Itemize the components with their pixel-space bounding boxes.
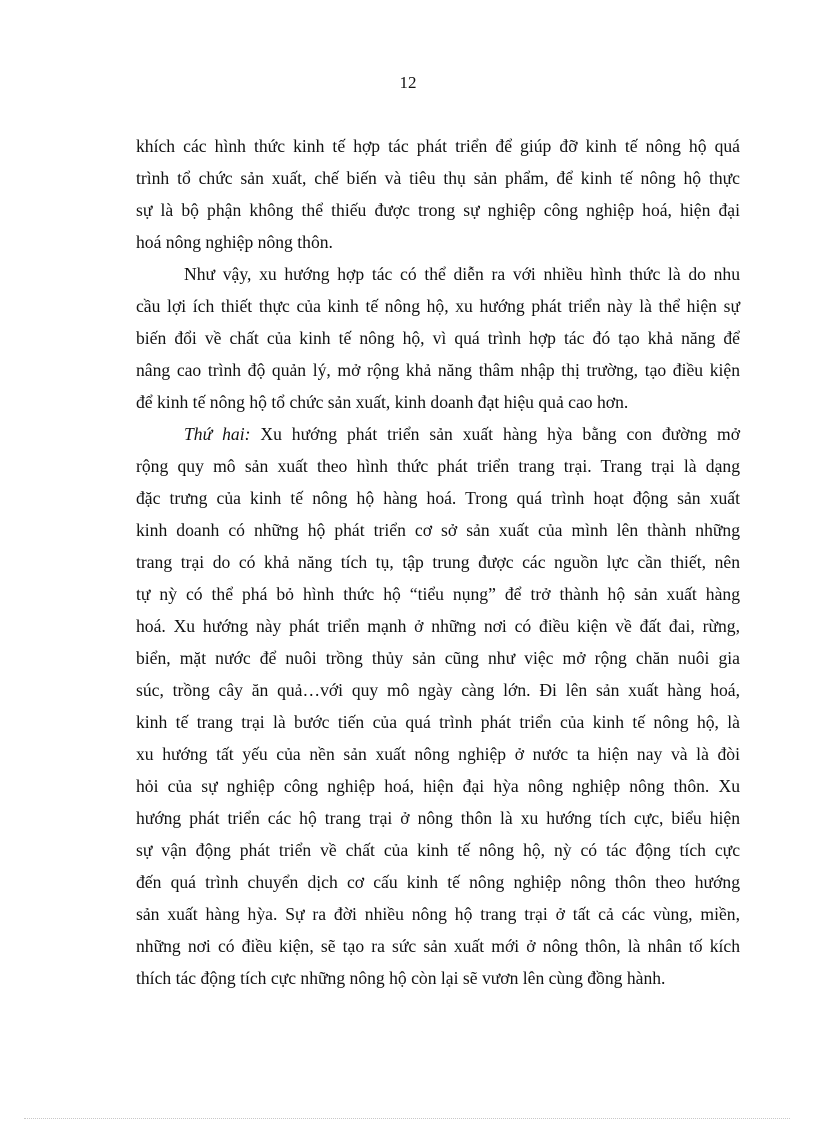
paragraph-3 (136, 418, 740, 994)
paragraph-2 (136, 258, 740, 418)
paragraph-line: rộng quy mô sản xuất theo hình thức phát triển trang trại. Trang trại là dạng (136, 456, 740, 476)
paragraph-line: sự là bộ phận không thể thiếu được trong sự nghiệp công nghiệp hoá, hiện đại (136, 200, 740, 220)
footer-divider (24, 1118, 790, 1119)
paragraph-lead-rest: Xu hướng phát triển sản xuất hàng hỳa bằng con đường mở (250, 424, 740, 444)
paragraph-line: hỏi của sự nghiệp công nghiệp hoá, hiện đại hỳa nông nghiệp nông thôn. Xu (136, 776, 740, 796)
paragraph-line: hoá nông nghiệp nông thôn. (136, 232, 333, 252)
paragraph-line: kinh doanh có những hộ phát triển cơ sở sản xuất của mình lên thành những (136, 520, 740, 540)
paragraph-line: cầu lợi ích thiết thực của kinh tế nông hộ, xu hướng phát triển này là thể hiện sự (136, 296, 740, 316)
paragraph-line: sản xuất hàng hỳa. Sự ra đời nhiều nông hộ trang trại ở tất cả các vùng, miền, (136, 904, 740, 924)
paragraph-line: biến đổi về chất của kinh tế nông hộ, vì quá trình hợp tác đó tạo khả năng để (136, 328, 740, 348)
paragraph-1 (136, 130, 740, 258)
paragraph-line: hoá. Xu hướng này phát triển mạnh ở những nơi có điều kiện về đất đai, rừng, (136, 616, 740, 636)
paragraph-lead-italic: Thứ hai: (184, 424, 251, 444)
paragraph-line: thích tác động tích cực những nông hộ còn lại sẽ vươn lên cùng đồng hành. (136, 968, 666, 988)
paragraph-line: sự vận động phát triển về chất của kinh tế nông hộ, nỳ có tác động tích cực (136, 840, 740, 860)
paragraph-line: trình tổ chức sản xuất, chế biến và tiêu thụ sản phẩm, để kinh tế nông hộ thực (136, 168, 740, 188)
paragraph-line: khích các hình thức kinh tế hợp tác phát triển để giúp đỡ kinh tế nông hộ quá (136, 136, 740, 156)
paragraph-line: nâng cao trình độ quản lý, mở rộng khả năng thâm nhập thị trường, tạo điều kiện (136, 360, 740, 380)
paragraph-line: những nơi có điều kiện, sẽ tạo ra sức sản xuất mới ở nông thôn, là nhân tố kích (136, 936, 740, 956)
paragraph-line: súc, trồng cây ăn quả…với quy mô ngày càng lớn. Đi lên sản xuất hàng hoá, (136, 680, 740, 700)
paragraph-line: hướng phát triển các hộ trang trại ở nông thôn là xu hướng tích cực, biểu hiện (136, 808, 740, 828)
paragraph-first-line (136, 418, 740, 450)
paragraph-line: Như vậy, xu hướng hợp tác có thể diễn ra với nhiều hình thức là do nhu (184, 264, 740, 284)
paragraph-line: đến quá trình chuyển dịch cơ cấu kinh tế nông nghiệp nông thôn theo hướng (136, 872, 740, 892)
paragraph-line: để kinh tế nông hộ tổ chức sản xuất, kinh doanh đạt hiệu quả cao hơn. (136, 392, 629, 412)
body-text (136, 130, 740, 994)
page-number: 12 (399, 73, 417, 92)
paragraph-line: tự nỳ có thể phá bỏ hình thức hộ “tiểu nụng” để trở thành hộ sản xuất hàng (136, 584, 740, 604)
paragraph-line: kinh tế trang trại là bước tiến của quá trình phát triển của kinh tế nông hộ, là (136, 712, 740, 732)
paragraph-line: xu hướng tất yếu của nền sản xuất nông nghiệp ở nước ta hiện nay và là đòi (136, 744, 740, 764)
paragraph-line: biển, mặt nước để nuôi trồng thủy sản cũng như việc mở rộng chăn nuôi gia (136, 648, 740, 668)
paragraph-line: trang trại do có khả năng tích tụ, tập trung được các nguồn lực cần thiết, nên (136, 552, 740, 572)
paragraph-line: đặc trưng của kinh tế nông hộ hàng hoá. Trong quá trình hoạt động sản xuất (136, 488, 740, 508)
